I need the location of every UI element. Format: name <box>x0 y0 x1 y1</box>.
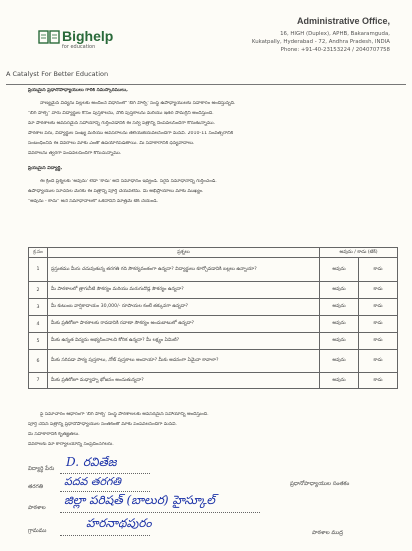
village-value[interactable]: హరనాథపురం <box>86 516 152 530</box>
col-header-number: క్ర.సం <box>29 248 48 258</box>
student-name-value[interactable]: D. రవితేజ <box>66 455 117 469</box>
row-question: మీ కుటుంబ వార్షికాదాయం 30,000/- రూపాయల కంటే తక్కువగా ఉన్నదా? <box>48 299 320 316</box>
para1-line: నాణ్యమైన విద్యను పిల్లలకు అందించే విధానంలో 'బిగ్ హెల్ప్' సంస్థ ఉపాధ్యాయులకు సహకారం అందిస్తున్నది. <box>40 101 236 106</box>
para2-line: ఉపాధ్యాయుల సూచనల మేరకు ఈ పత్రాన్ని పూర్తి చేయవలెను. మీ అభిప్రాయాలు మాకు ముఖ్యం. <box>28 189 204 194</box>
para2-line: "అవును - కాదు" అనే సమాధానాలలో ఒకదానిని మాత్రమే టిక్ చేయండి. <box>28 199 159 204</box>
table-row <box>29 282 398 299</box>
answer-no-option[interactable]: కాదు <box>359 333 398 350</box>
table-row <box>29 258 398 282</box>
footer-line: వివరాలకు మా కార్యాలయాన్ని సంప్రదించగలరు. <box>28 442 114 447</box>
table-row <box>29 316 398 333</box>
village-label: గ్రామము <box>28 528 47 534</box>
village-line <box>60 535 150 536</box>
row-question: ప్రస్తుతము మీరు చదువుతున్న తరగతి గది సౌకర్యవంతంగా ఉన్నదా? విద్యార్థులు కూర్చోవడానికి బల్లలు ఉన్నాయా? <box>48 258 320 282</box>
row-number: 4 <box>29 316 48 333</box>
answer-no-option[interactable]: కాదు <box>359 373 398 389</box>
class-label: తరగతి <box>28 484 44 490</box>
student-name-line <box>60 473 150 474</box>
row-number: 2 <box>29 282 48 299</box>
para1-line: మా పాఠశాలకు అవసరమైన సహాయాన్ని గుర్తించడానికి ఈ సర్వే పత్రాన్ని నింపవలసిందిగా కోరుతున్నాము. <box>28 121 216 126</box>
answer-no-option[interactable]: కాదు <box>359 299 398 316</box>
table-row <box>29 373 398 389</box>
headmaster-signature-label: ప్రధానోపాధ్యాయుల సంతకం <box>290 481 350 487</box>
row-number: 3 <box>29 299 48 316</box>
col-header-answer: అవును / కాదు (టిక్) <box>320 248 398 258</box>
office-address-block <box>250 30 390 54</box>
table-row <box>29 350 398 373</box>
answer-no-option[interactable]: కాదు <box>359 316 398 333</box>
office-title: Administrative Office, <box>296 16 390 26</box>
row-question: మీకు సరిపడా పాఠ్య పుస్తకాలు, నోట్ పుస్తకాలు అందాయా? మీకు అదనంగా ఏమైనా కావాలా? <box>48 350 320 373</box>
table-row <box>29 333 398 350</box>
office-address: 16, HIGH (Duplex), APHB, Bakaramguda, Kukatpally, Hyderabad - 72, Andhra Pradesh, INDIA <box>251 31 390 45</box>
answer-yes-option[interactable]: అవును <box>320 333 359 350</box>
para1-line: సంబంధించిన ఈ వివరాలు మాకు ఎంతో ఉపయోగపడతాయి. మీ సహకారానికి ధన్యవాదాలు. <box>28 141 195 146</box>
answer-yes-option[interactable]: అవును <box>320 299 359 316</box>
answer-yes-option[interactable]: అవును <box>320 373 359 389</box>
bighelp-logo-icon <box>38 28 60 46</box>
answer-no-option[interactable]: కాదు <box>359 350 398 373</box>
row-question: మీకు ప్రతిరోజూ మధ్యాహ్న భోజనం అందుతున్నదా? <box>48 373 320 389</box>
tagline: A Catalyst For Better Education <box>6 70 109 78</box>
brand-subtitle: for education <box>62 44 96 50</box>
answer-no-option[interactable]: కాదు <box>359 258 398 282</box>
row-number: 7 <box>29 373 48 389</box>
para1-line: వివరాలను త్వరగా పంపవలసిందిగా కోరుచున్నాము. <box>28 151 122 156</box>
header-divider <box>6 84 406 85</box>
footer-line: మీ సహకారానికి కృతజ్ఞతలు. <box>28 432 80 437</box>
answer-yes-option[interactable]: అవును <box>320 350 359 373</box>
footer-line: పై సమాచారం ఆధారంగా 'బిగ్ హెల్ప్' సంస్థ పాఠశాలలకు అవసరమైన సహాయాన్ని అందిస్తుంది. <box>40 412 209 417</box>
row-number: 1 <box>29 258 48 282</box>
row-question: మీకు ఉన్నత విద్యను అభ్యసించాలని కోరిక ఉన్నదా? మీ లక్ష్యం ఏమిటి? <box>48 333 320 350</box>
para2-line: ఈ క్రింది ప్రశ్నలకు 'అవును' లేదా 'కాదు' అని సమాధానం ఇవ్వండి. సరైన సమాధానాన్ని గుర్తించండి. <box>40 179 217 184</box>
row-number: 5 <box>29 333 48 350</box>
col-header-question: ప్రశ్నలు <box>48 248 320 258</box>
para1-line: "బిగ్ హెల్ప్" వారు విద్యార్థుల కోసం పుస్తకాలను, నోట్ పుస్తకాలను మరియు ఇతర సామగ్రిని అందిస్తుంది. <box>28 111 214 116</box>
table-row <box>29 299 398 316</box>
footer-line: పూర్తి చేసిన పత్రాన్ని ప్రధానోపాధ్యాయుల సంతకంతో మాకు పంపవలసిందిగా మనవి. <box>28 422 177 427</box>
school-value[interactable]: జిల్లా పరిషత్ (బాలుర) హైస్కూల్ <box>64 493 215 507</box>
row-number: 6 <box>29 350 48 373</box>
brand-name: Bighelp <box>62 28 114 44</box>
office-phone: Phone: +91-40-23153224 / 2040707758 <box>280 47 390 53</box>
answer-yes-option[interactable]: అవును <box>320 316 359 333</box>
school-line <box>60 512 260 513</box>
answer-yes-option[interactable]: అవును <box>320 258 359 282</box>
table-header-row <box>29 248 398 258</box>
row-question: మీకు ప్రతిరోజూ పాఠశాలకు రావడానికి రవాణా సౌకర్యం అందుబాటులో ఉన్నదా? <box>48 316 320 333</box>
greeting: ప్రియమైన ప్రధానోపాధ్యాయులు గారికి నమస్కారములు, <box>28 88 128 93</box>
para1-line: పాఠశాల పేరు, విద్యార్థుల సంఖ్య మరియు అవసరాలను తెలియజేయవలసిందిగా మనవి. 2010-11 సంవత్సరానికి <box>28 131 234 136</box>
student-name-label: విద్యార్థి పేరు <box>28 466 55 472</box>
questionnaire-table <box>28 247 398 389</box>
row-question: మీ పాఠశాలలో త్రాగునీటి సౌకర్యం మరియు మరుగుదొడ్ల సౌకర్యం ఉన్నదా? <box>48 282 320 299</box>
school-label: పాఠశాల <box>28 505 46 511</box>
answer-no-option[interactable]: కాదు <box>359 282 398 299</box>
section-subhead: ప్రియమైన విద్యార్థి, <box>28 166 63 171</box>
class-line <box>60 491 150 492</box>
class-value[interactable]: పదవ తరగతి <box>64 475 122 488</box>
answer-yes-option[interactable]: అవును <box>320 282 359 299</box>
school-seal-label: పాఠశాల ముద్ర <box>312 530 344 536</box>
